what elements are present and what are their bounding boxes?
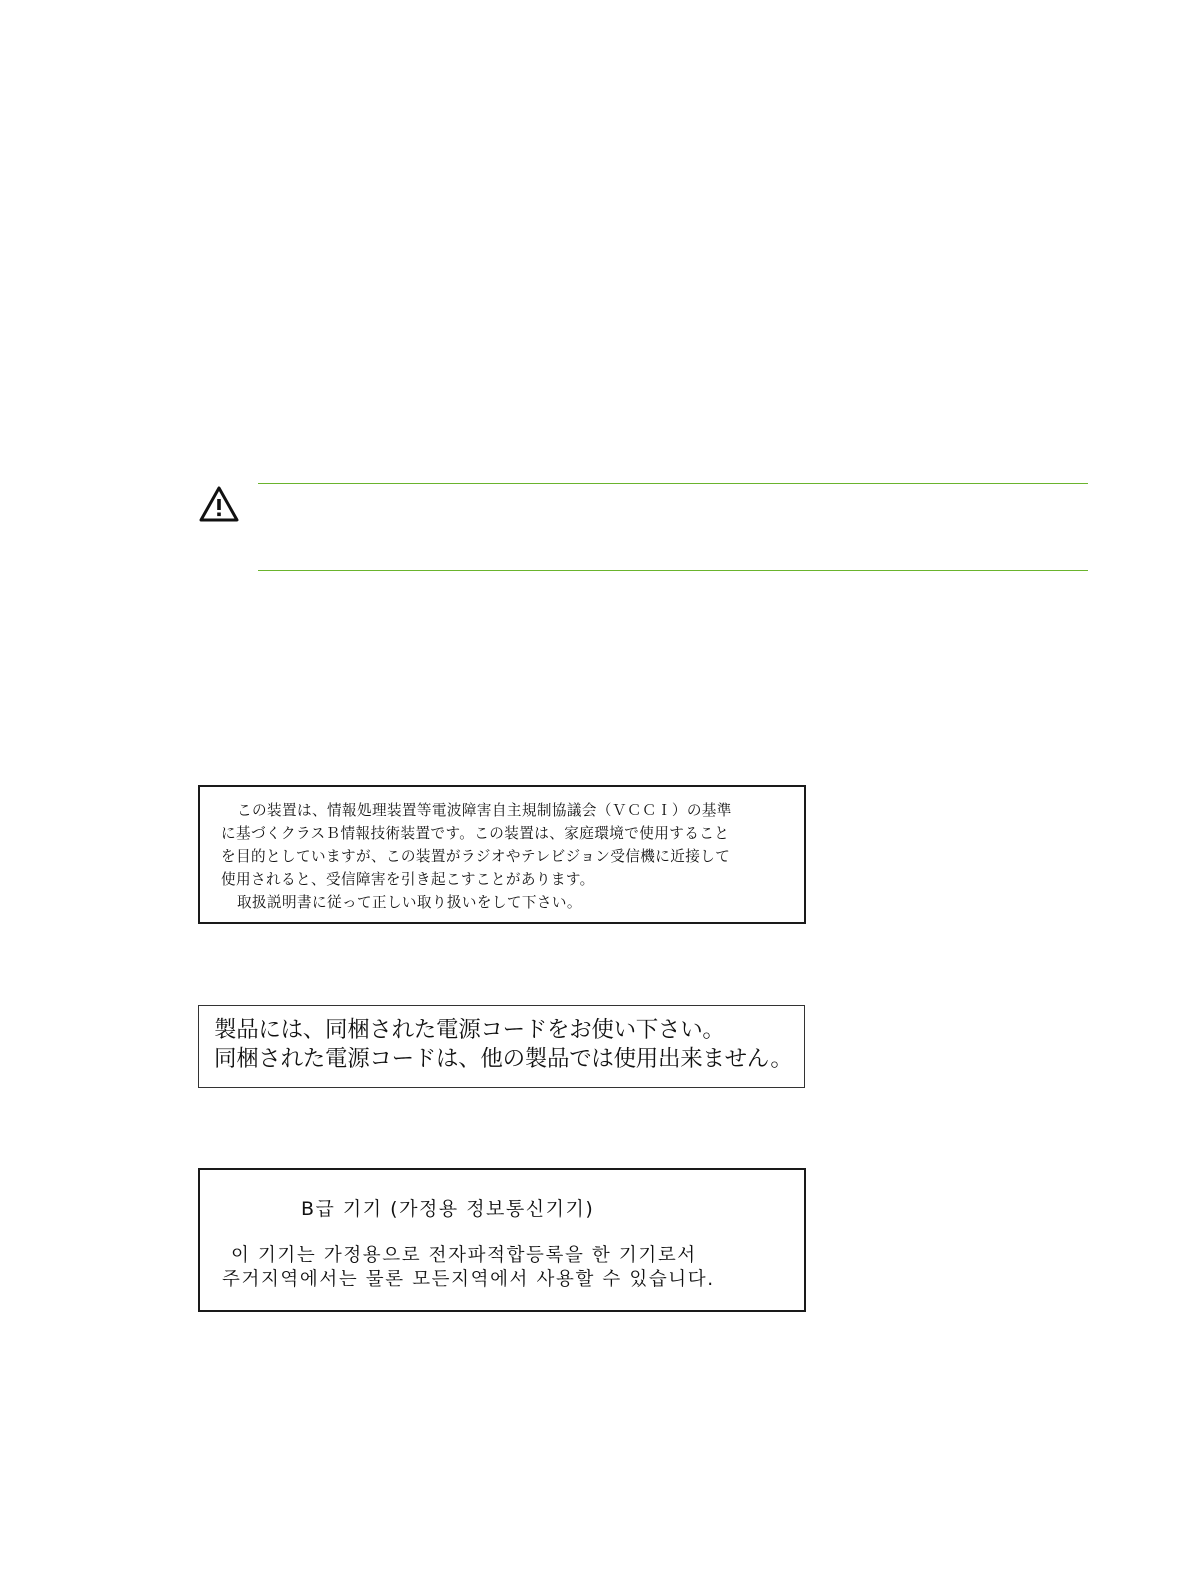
power-cord-line-1: 製品には、同梱された電源コードをお使い下さい。 <box>214 1017 725 1043</box>
vcci-line-2: に基づくクラスＢ情報技術装置です。この装置は、家庭環境で使用すること <box>221 825 730 842</box>
vcci-notice-box <box>198 785 806 924</box>
vcci-line-3: を目的としていますが、この装置がラジオやテレビジョン受信機に近接して <box>221 848 731 865</box>
korea-notice-line-1: 이 기기는 가정용으로 전자파적합등록을 한 기기로서 <box>231 1245 697 1266</box>
korea-notice-line-2: 주거지역에서는 물론 모든지역에서 사용할 수 있습니다. <box>222 1269 715 1290</box>
warning-top-rule <box>258 483 1088 484</box>
vcci-line-4: 使用されると、受信障害を引き起こすことがあります。 <box>221 871 595 888</box>
power-cord-notice-box <box>198 1005 805 1088</box>
korea-emc-notice-box <box>198 1168 806 1312</box>
vcci-line-1: この装置は、情報処理装置等電波障害自主規制協議会（ＶＣＣＩ）の基準 <box>237 802 732 819</box>
power-cord-line-2: 同梱された電源コードは、他の製品では使用出来ません。 <box>214 1046 793 1072</box>
korea-notice-title: B급 기기 (가정용 정보통신기기) <box>301 1198 595 1220</box>
vcci-line-5: 取扱説明書に従って正しい取り扱いをして下さい。 <box>237 894 582 911</box>
warning-bottom-rule <box>258 570 1088 571</box>
warning-triangle-icon <box>198 485 240 523</box>
